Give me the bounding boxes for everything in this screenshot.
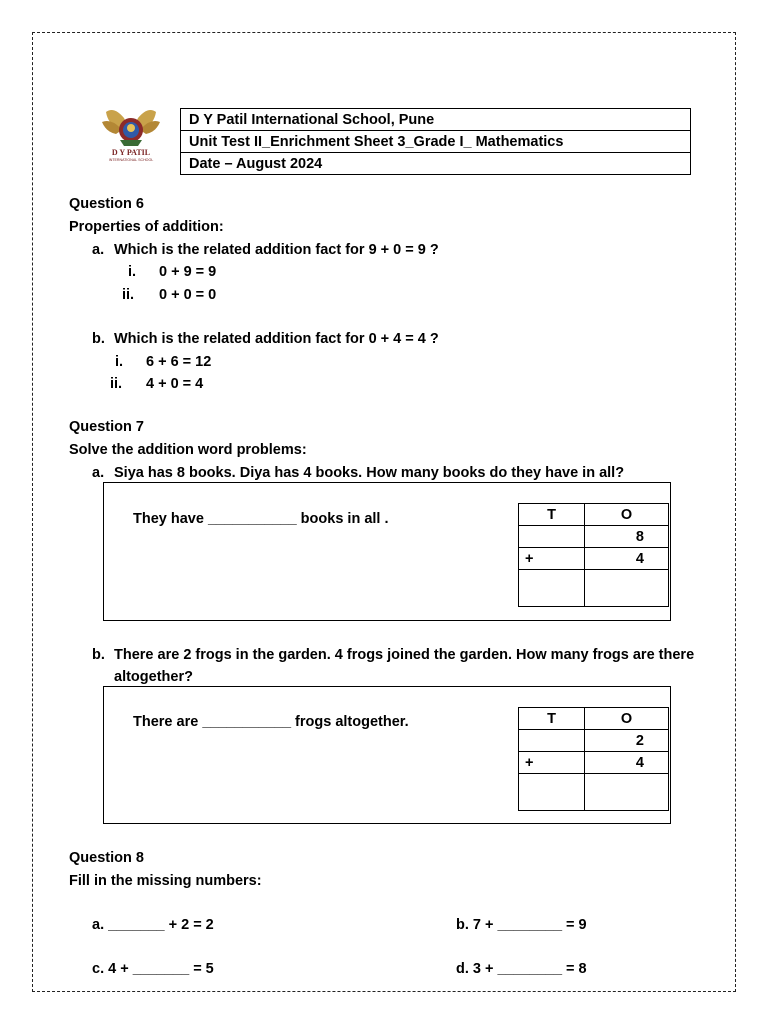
answer-ones-cell[interactable]: [585, 570, 669, 607]
q6a-opt1[interactable]: 0 + 9 = 9: [159, 264, 217, 280]
ones-cell: 2: [585, 730, 669, 752]
q8b-fill-blank[interactable]: b. 7 + ________ = 9: [456, 917, 587, 933]
q8a-fill-blank[interactable]: a. _______ + 2 = 2: [92, 917, 214, 933]
tens-cell: [519, 526, 585, 548]
tens-header: T: [519, 708, 585, 730]
q6a-label: a.: [92, 242, 105, 258]
ones-cell: 4: [585, 548, 669, 570]
plus-sign: +: [519, 752, 585, 774]
q7a-place-value-table: [518, 503, 669, 607]
school-logo: [98, 104, 164, 166]
logo-text: D Y PATIL: [111, 148, 151, 157]
q8-subtitle: Fill in the missing numbers:: [69, 873, 262, 889]
logo-subtext: INTERNATIONAL SCHOOL: [108, 158, 154, 162]
q6-title: Question 6: [69, 196, 144, 212]
q7b-question-line1: There are 2 frogs in the garden. 4 frogs joined the garden. How many frogs are there: [114, 647, 695, 663]
q8d-fill-blank[interactable]: d. 3 + ________ = 8: [456, 961, 587, 977]
q6b-opt1[interactable]: 6 + 6 = 12: [146, 354, 212, 370]
q7b-answer-line[interactable]: There are ___________ frogs altogether.: [133, 714, 409, 730]
q8-title: Question 8: [69, 850, 144, 866]
sheet-title: Unit Test II_Enrichment Sheet 3_Grade I_ Mathematics: [181, 131, 691, 153]
q6a-opt2[interactable]: 0 + 0 = 0: [159, 287, 217, 303]
q7-subtitle: Solve the addition word problems:: [69, 442, 307, 458]
header-table: [180, 108, 691, 175]
q8c-fill-blank[interactable]: c. 4 + _______ = 5: [92, 961, 214, 977]
q7a-label: a.: [92, 465, 105, 481]
q7b-label: b.: [92, 647, 105, 663]
answer-tens-cell[interactable]: [519, 570, 585, 607]
q6-subtitle: Properties of addition:: [69, 219, 224, 235]
q7a-answer-line[interactable]: They have ___________ books in all .: [133, 511, 389, 527]
ones-header: O: [585, 708, 669, 730]
q6a-opt2-num: ii.: [122, 287, 135, 303]
tens-cell: [519, 730, 585, 752]
plus-sign: +: [519, 548, 585, 570]
tens-header: T: [519, 504, 585, 526]
q7-title: Question 7: [69, 419, 144, 435]
q6b-opt2[interactable]: 4 + 0 = 4: [146, 376, 204, 392]
q6b-question: Which is the related addition fact for 0 + 4 = 4 ?: [114, 331, 439, 347]
q7a-question: Siya has 8 books. Diya has 4 books. How many books do they have in all?: [114, 465, 625, 481]
q6a-question: Which is the related addition fact for 9 + 0 = 9 ?: [114, 242, 439, 258]
q6b-label: b.: [92, 331, 105, 347]
school-name: D Y Patil International School, Pune: [181, 109, 691, 131]
answer-ones-cell[interactable]: [585, 774, 669, 811]
answer-tens-cell[interactable]: [519, 774, 585, 811]
q7b-place-value-table: [518, 707, 669, 811]
q6a-opt1-num: i.: [128, 264, 137, 280]
q6b-opt1-num: i.: [115, 354, 124, 370]
q6b-opt2-num: ii.: [110, 376, 123, 392]
ones-header: O: [585, 504, 669, 526]
ones-cell: 8: [585, 526, 669, 548]
sheet-date: Date – August 2024: [181, 153, 691, 175]
ones-cell: 4: [585, 752, 669, 774]
q7b-question-line2: altogether?: [114, 669, 193, 685]
